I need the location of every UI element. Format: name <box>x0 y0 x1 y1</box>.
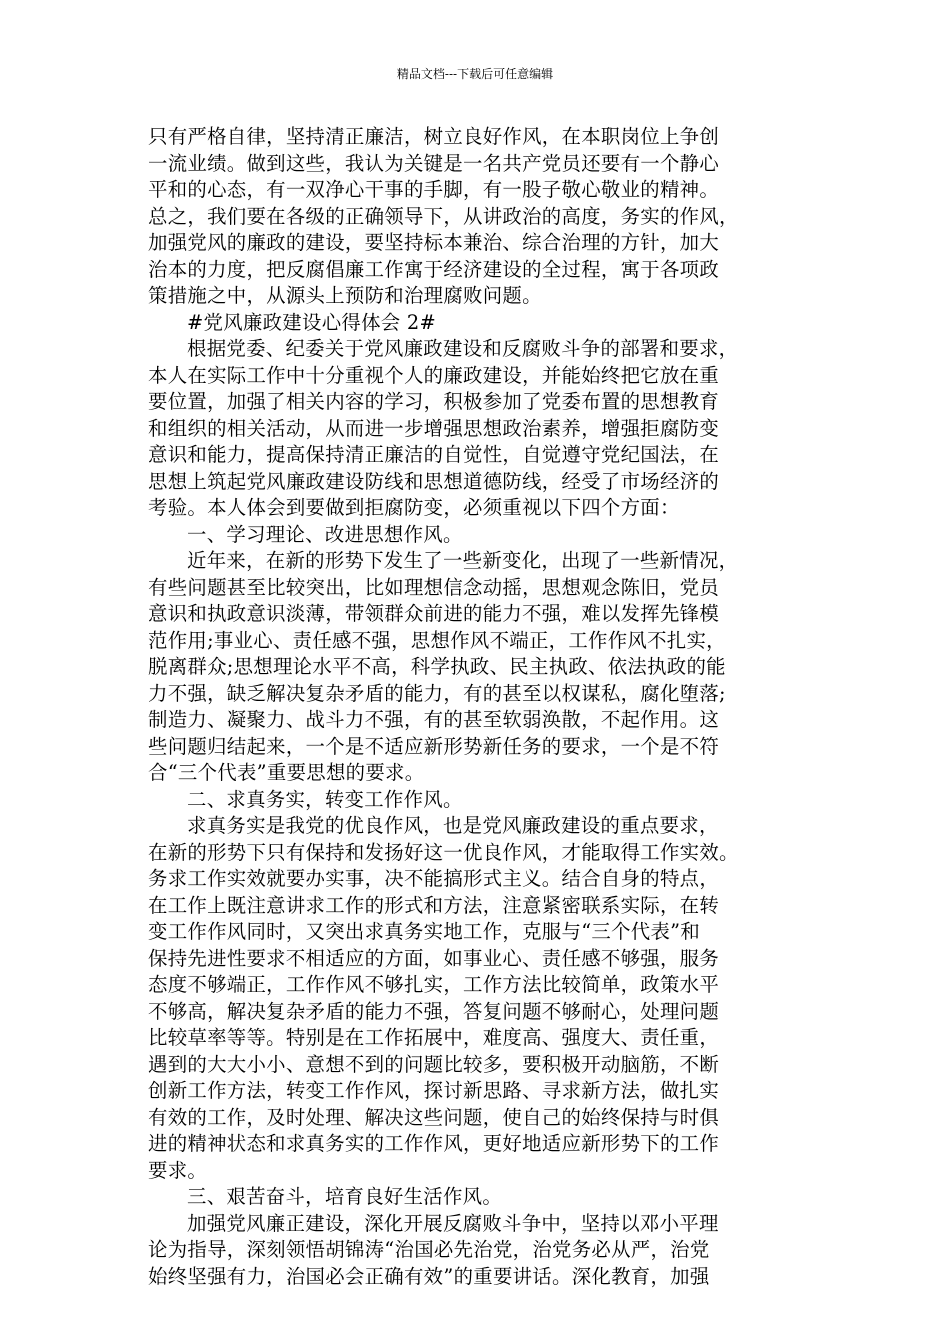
text-line: 些问题归结起来，一个是不适应新形势新任务的要求，一个是不符 <box>148 734 720 758</box>
text-line: 一、学习理论、改进思想作风。 <box>187 522 463 546</box>
text-line: 三、艰苦奋斗，培育良好生活作风。 <box>187 1185 503 1208</box>
text-line: #党风廉政建设心得体会 2# <box>187 310 437 334</box>
text-line: 二、求真务实，转变工作作风。 <box>187 787 463 811</box>
text-line: 治本的力度，把反腐倡廉工作寓于经济建设的全过程，寓于各项政 <box>148 257 720 281</box>
text-line: 在工作上既注意讲求工作的形式和方法，注意紧密联系实际，在转 <box>148 893 720 917</box>
text-line: 一流业绩。做到这些，我认为关键是一名共产党员还要有一个静心 <box>148 151 720 175</box>
text-line: 范作用;事业心、责任感不强，思想作风不端正，工作作风不扎实， <box>148 628 726 652</box>
text-line: 论为指导，深刻领悟胡锦涛“治国必先治党，治党务必从严，治党 <box>148 1238 710 1261</box>
text-line: 有些问题甚至比较突出，比如理想信念动摇，思想观念陈旧，党员 <box>148 575 720 599</box>
text-line: 根据党委、纪委关于党风廉政建设和反腐败斗争的部署和要求， <box>187 337 739 360</box>
text-line: 要位置，加强了相关内容的学习，积极参加了党委布置的思想教育 <box>148 390 720 413</box>
page-header: 精品文档---下载后可任意编辑 <box>396 67 554 81</box>
text-line: 有效的工作，及时处理、解决这些问题，使自己的始终保持与时俱 <box>148 1105 720 1129</box>
text-line: 比较草率等等。特别是在工作拓展中，难度高、强度大、责任重， <box>148 1026 720 1049</box>
text-line: 始终坚强有力，治国必会正确有效”的重要讲话。深化教育，加强 <box>148 1264 710 1288</box>
text-line: 只有严格自律，坚持清正廉洁，树立良好作风，在本职岗位上争创 <box>148 125 720 148</box>
text-line: 在新的形势下只有保持和发扬好这一优良作风，才能取得工作实效。 <box>148 840 739 864</box>
text-line: 力不强，缺乏解决复杂矛盾的能力，有的甚至以权谋私，腐化堕落; <box>148 681 726 705</box>
text-line: 求真务实是我党的优良作风，也是党风廉政建设的重点要求， <box>187 814 719 837</box>
text-line: 脱离群众;思想理论水平不高，科学执政、民主执政、依法执政的能 <box>148 655 726 678</box>
text-line: 要求。 <box>148 1158 208 1182</box>
text-line: 意识和能力，提高保持清正廉洁的自觉性，自觉遵守党纪国法，在 <box>148 443 720 466</box>
text-line: 创新工作方法，转变工作作风，探讨新思路、寻求新方法，做扎实 <box>148 1079 720 1102</box>
text-line: 近年来，在新的形势下发生了一些新变化，出现了一些新情况， <box>187 549 739 572</box>
text-line: 思想上筑起党风廉政建设防线和思想道德防线，经受了市场经济的 <box>148 469 720 493</box>
text-line: 总之，我们要在各级的正确领导下，从讲政治的高度，务实的作风， <box>148 204 739 228</box>
text-line: 遇到的大大小小、意想不到的问题比较多，要积极开动脑筋，不断 <box>148 1052 720 1076</box>
text-line: 合“三个代表”重要思想的要求。 <box>148 761 425 784</box>
text-line: 加强党风廉正建设，深化开展反腐败斗争中，坚持以邓小平理 <box>187 1211 719 1235</box>
text-line: 不够高，解决复杂矛盾的能力不强，答复问题不够耐心，处理问题 <box>148 999 720 1023</box>
text-line: 态度不够端正，工作作风不够扎实，工作方法比较简单，政策水平 <box>148 973 720 996</box>
text-line: 制造力、凝聚力、战斗力不强，有的甚至软弱涣散，不起作用。这 <box>148 708 720 731</box>
text-line: 变工作作风同时，又突出求真务实地工作，克服与“三个代表”和 <box>148 920 701 943</box>
text-line: 策措施之中，从源头上预防和治理腐败问题。 <box>148 284 542 307</box>
document-body <box>148 124 810 1290</box>
text-line: 务求工作实效就要办实事，决不能搞形式主义。结合自身的特点， <box>148 867 720 890</box>
text-line: 和组织的相关活动，从而进一步增强思想政治素养，增强拒腐防变 <box>148 416 720 440</box>
text-line: 本人在实际工作中十分重视个人的廉政建设，并能始终把它放在重 <box>148 363 720 387</box>
text-line: 意识和执政意识淡薄，带领群众前进的能力不强，难以发挥先锋模 <box>148 602 720 625</box>
text-line: 平和的心态，有一双净心干事的手脚，有一股子敬心敬业的精神。 <box>148 178 720 201</box>
text-line: 保持先进性要求不相适应的方面，如事业心、责任感不够强，服务 <box>148 946 720 970</box>
text-line: 考验。本人体会到要做到拒腐防变，必须重视以下四个方面： <box>148 496 680 519</box>
text-line: 进的精神状态和求真务实的工作作风，更好地适应新形势下的工作 <box>148 1132 720 1155</box>
text-line: 加强党风的廉政的建设，要坚持标本兼治、综合治理的方针，加大 <box>148 231 720 254</box>
